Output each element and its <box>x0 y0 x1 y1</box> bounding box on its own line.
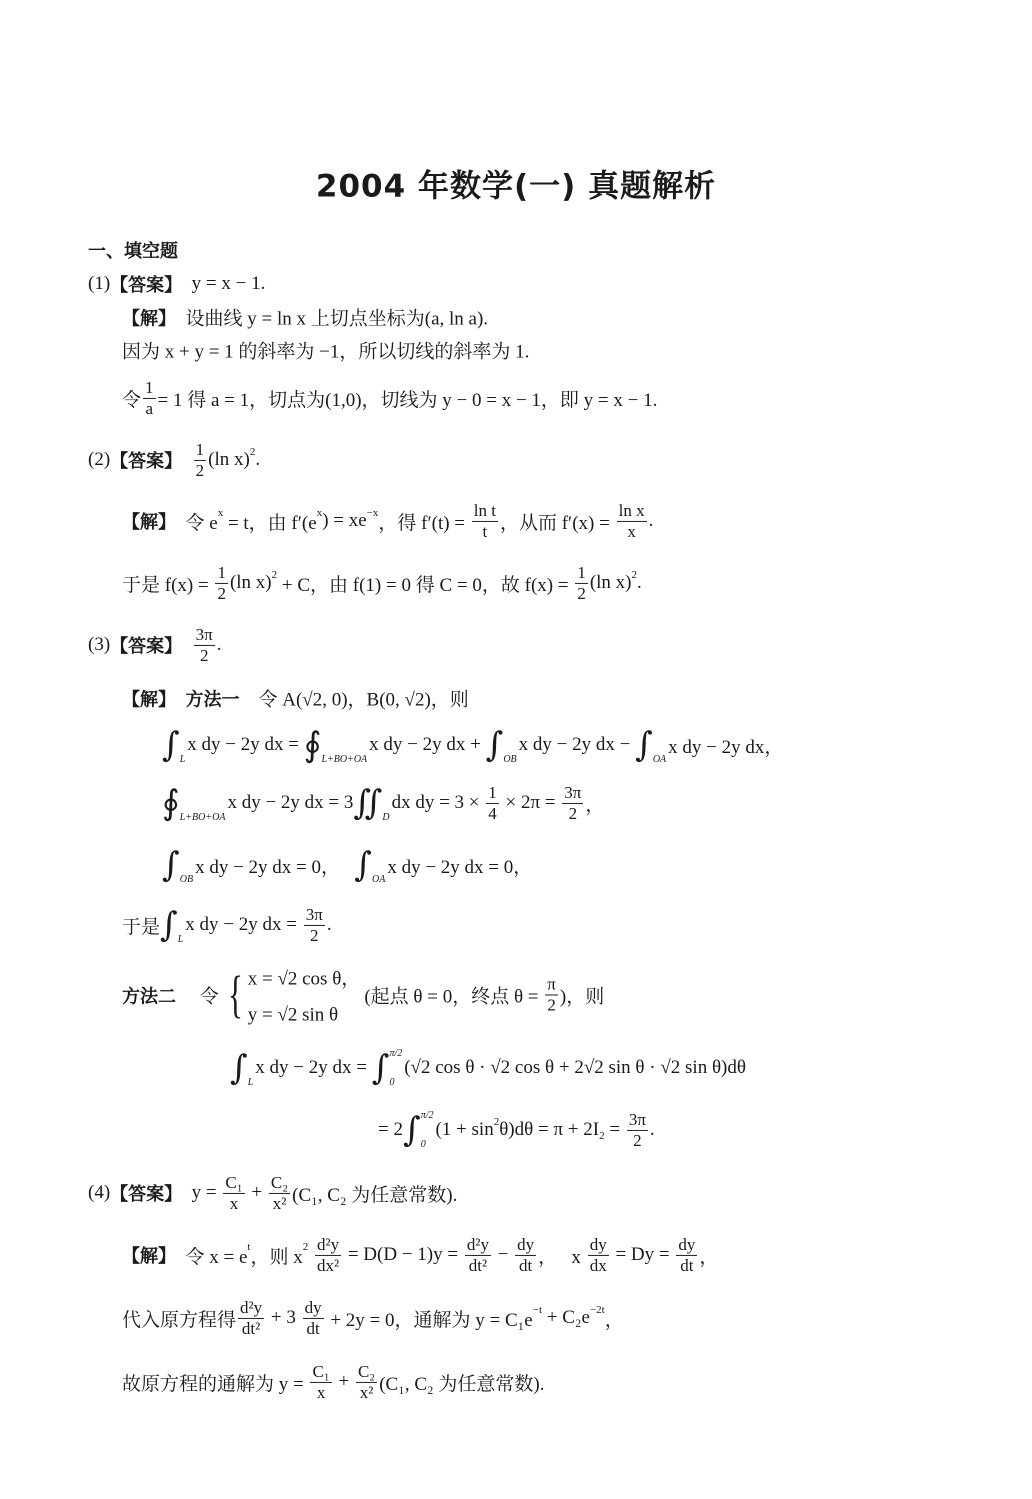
integral-limits <box>178 905 184 945</box>
lower-limit: OA <box>652 754 667 765</box>
denominator: dx² <box>316 1255 340 1275</box>
brace-icon: { <box>227 966 243 1023</box>
numerator: 1 <box>195 439 205 459</box>
solution-line <box>122 337 529 364</box>
lower-limit: 0 <box>420 1139 426 1150</box>
denominator: dt <box>680 1255 694 1275</box>
text-run: ， x <box>538 1246 586 1268</box>
text-run: . <box>649 1119 655 1140</box>
text-run: x dy − 2y dx = <box>185 914 302 935</box>
bold-label: 【解】 <box>122 308 176 329</box>
denominator: dt <box>306 1318 320 1338</box>
solution-line <box>122 501 653 541</box>
answer-1 <box>88 271 265 297</box>
bold-label: 【解】 <box>122 1246 176 1267</box>
answer-4 <box>88 1173 457 1213</box>
text-run: ，从而 f′(x) = <box>499 512 615 534</box>
denominator: dt² <box>468 1255 488 1275</box>
text-run: ，得 f′(t) = <box>378 512 470 534</box>
numerator: C₂ <box>357 1361 376 1381</box>
text-run: x dy − 2y dx = 0， <box>195 856 355 878</box>
integral-sign <box>304 725 367 765</box>
superscript: −t <box>532 1304 542 1316</box>
integral-sign <box>372 1048 403 1088</box>
integral-sign <box>162 725 185 765</box>
numerator: ln x <box>618 500 645 520</box>
superscript: 2 <box>302 1241 309 1253</box>
text-run: (1 + sin <box>435 1119 494 1140</box>
fraction <box>215 563 228 603</box>
integral-sign <box>486 725 517 765</box>
upper-limit: π/2 <box>420 1110 434 1121</box>
text-run: 设曲线 y = ln x 上切点坐标为(a, ln a). <box>176 308 489 330</box>
integral-sign <box>162 783 225 823</box>
fraction <box>588 1235 609 1275</box>
lower-limit: 0 <box>389 1077 395 1088</box>
text-run: x dy − 2y dx = <box>187 734 304 755</box>
equation-line <box>162 845 532 885</box>
text-run: 令 x = e <box>176 1246 248 1268</box>
fraction <box>194 440 207 480</box>
text-run: + C，由 f(1) = 0 得 C = 0，故 f(x) = <box>277 574 574 596</box>
fraction <box>143 378 156 418</box>
text-run: × 2π = <box>500 792 561 813</box>
text-run: (ln x) <box>208 449 250 470</box>
fraction <box>303 1298 324 1338</box>
text-run: )，则 <box>559 986 605 1008</box>
fraction <box>627 1110 648 1150</box>
equation-line <box>230 1048 746 1088</box>
text-run: (C₁, C₂ 为任意常数). <box>292 1184 458 1206</box>
lower-limit: OB <box>179 874 194 885</box>
integral-symbol: ∬ <box>353 783 383 823</box>
text-run: (ln x) <box>229 572 272 593</box>
lower-limit: L+BO+OA <box>179 812 226 823</box>
answer-3 <box>88 625 222 665</box>
integral-limits <box>180 845 193 885</box>
solution-line <box>122 378 657 418</box>
integral-limits <box>503 725 516 765</box>
fraction <box>315 1235 341 1275</box>
fraction <box>676 1235 697 1275</box>
denominator: x² <box>359 1382 374 1402</box>
text-run: 令 <box>122 389 142 411</box>
superscript: −x <box>366 507 379 519</box>
answer-2 <box>88 440 260 480</box>
bold-label: 【答案】 <box>110 451 183 472</box>
page-title: 2004 年数学(一) 真题解析 <box>315 168 717 205</box>
denominator: t <box>482 521 488 541</box>
text-run: = t，由 f′(e <box>223 512 317 534</box>
text-run <box>176 687 186 709</box>
solution-line <box>122 1235 718 1275</box>
bold-label: 方法二 <box>122 986 176 1007</box>
system-row: y = √2 sin θ <box>247 1004 339 1026</box>
lower-limit: OA <box>371 874 386 885</box>
integral-symbol: ∫ <box>230 1048 248 1088</box>
numerator: 1 <box>488 782 497 802</box>
fraction <box>465 1235 491 1275</box>
text-run: . <box>326 914 332 935</box>
text-run: (√2 cos θ · √2 cos θ + 2√2 sin θ · √2 sin θ)dθ <box>404 1057 746 1078</box>
text-run: (2) <box>88 449 111 470</box>
solution-line <box>122 685 469 712</box>
superscript: x <box>217 507 224 519</box>
integral-sign <box>354 845 385 885</box>
text-run <box>308 1244 313 1266</box>
text-run: x dy − 2y dx = 0， <box>387 856 533 878</box>
text-run: = Dy = <box>610 1244 675 1265</box>
solution-line <box>122 1298 624 1338</box>
text-run: 令 <box>176 986 219 1008</box>
lower-limit: OB <box>503 754 517 765</box>
fraction <box>223 1173 244 1213</box>
numerator: 3π <box>305 904 323 924</box>
fraction <box>310 1362 331 1402</box>
solution-line <box>122 905 332 945</box>
superscript: −2t <box>589 1304 605 1316</box>
numerator: dy <box>589 1234 607 1254</box>
numerator: d²y <box>240 1297 263 1317</box>
denominator: x <box>229 1193 239 1213</box>
denominator: dx <box>589 1255 607 1275</box>
method-two-line <box>122 964 604 1027</box>
superscript: 2 <box>249 446 256 458</box>
numerator: d²y <box>316 1234 340 1254</box>
text-run: 于是 <box>122 916 161 938</box>
text-run: − <box>492 1244 514 1265</box>
fraction <box>472 501 498 541</box>
integral-sign <box>635 725 666 765</box>
numerator: 3π <box>564 782 582 802</box>
numerator: ln t <box>473 500 496 520</box>
solution-line <box>122 563 642 603</box>
fraction <box>617 501 647 541</box>
text-run: (ln x) <box>589 572 632 593</box>
fraction <box>304 905 325 945</box>
fraction <box>486 783 499 823</box>
text-run: y = <box>182 1182 222 1203</box>
integral-symbol: ∫ <box>371 1048 390 1088</box>
numerator: 1 <box>145 377 154 397</box>
text-run: x dy − 2y dx = <box>255 1057 372 1078</box>
solution-line <box>122 1362 544 1402</box>
text-run: θ)dθ = π + 2I <box>499 1119 600 1140</box>
lower-limit: L <box>179 754 186 765</box>
text-run: (4) <box>88 1182 111 1203</box>
text-run: (起点 θ = 0，终点 θ = <box>364 986 544 1008</box>
text-run: x dy − 2y dx + <box>369 734 486 755</box>
text-run: (1) <box>88 273 111 294</box>
integral-symbol: ∫ <box>485 725 504 765</box>
superscript: 2 <box>631 569 637 581</box>
integral-limits <box>180 783 226 823</box>
text-run: + 3 <box>266 1307 301 1328</box>
text-run <box>182 634 192 656</box>
fraction <box>575 563 588 603</box>
numerator: 3π <box>195 624 213 644</box>
equation-line <box>162 725 783 765</box>
text-run: 令 A(√2, 0)，B(0, √2)，则 <box>239 689 469 711</box>
integral-symbol: ∫ <box>635 725 653 765</box>
text-run: 因为 x + y = 1 的斜率为 −1，所以切线的斜率为 1. <box>122 341 530 363</box>
text-run: + <box>333 1371 354 1392</box>
fraction <box>269 1173 290 1213</box>
text-run: . <box>255 449 261 470</box>
denominator: 2 <box>310 925 319 945</box>
text-run: = <box>604 1119 625 1140</box>
system-row: x = √2 cos θ， <box>247 968 361 990</box>
fraction <box>562 783 583 823</box>
text-run: . <box>216 634 222 655</box>
integral-symbol: ∫ <box>162 845 180 885</box>
section-heading <box>88 237 178 263</box>
numerator: dy <box>517 1234 535 1254</box>
text-run: 于是 f(x) = <box>122 574 214 596</box>
lower-limit: L <box>177 934 184 945</box>
fraction <box>356 1362 377 1402</box>
numerator: C₁ <box>312 1361 330 1381</box>
lower-limit: L <box>247 1077 254 1088</box>
solution-line <box>122 304 488 331</box>
text-run: y = x − 1. <box>182 273 266 294</box>
numerator: C₁ <box>225 1172 243 1192</box>
integral-sign <box>160 905 183 945</box>
text-run: ， <box>699 1246 719 1268</box>
subscript: 2 <box>599 1130 605 1142</box>
denominator: 2 <box>568 803 578 823</box>
denominator: 2 <box>547 995 556 1015</box>
denominator: x² <box>272 1193 287 1213</box>
text-run: + C₂e <box>542 1307 590 1328</box>
text-run: + 2y = 0，通解为 y = C₁e <box>325 1309 533 1331</box>
bold-label: 【答案】 <box>110 636 183 657</box>
text-run: + <box>246 1182 267 1203</box>
denominator: 2 <box>217 583 226 603</box>
equation-system <box>223 964 361 1027</box>
text-run <box>182 449 192 471</box>
bold-label: 一、填空题 <box>88 241 178 262</box>
numerator: d²y <box>466 1234 489 1254</box>
superscript: 2 <box>493 1116 500 1128</box>
lower-limit: D <box>382 812 390 823</box>
integral-limits <box>180 725 186 765</box>
text-run: 故原方程的通解为 y = <box>122 1373 309 1395</box>
numerator: 1 <box>577 562 586 582</box>
denominator: 2 <box>633 1130 642 1150</box>
numerator: dy <box>304 1297 322 1317</box>
upper-limit: π/2 <box>389 1048 403 1059</box>
system-rows <box>248 964 361 1027</box>
numerator: dy <box>678 1234 696 1254</box>
bold-label: 【答案】 <box>110 1184 183 1205</box>
denominator: 2 <box>195 460 205 480</box>
text-run: ) = xe <box>322 510 367 531</box>
bold-label: 【解】 <box>122 512 176 533</box>
text-run: 代入原方程得 <box>122 1309 237 1331</box>
text-run: 令 e <box>176 512 218 534</box>
numerator: 3π <box>628 1109 646 1129</box>
text-run: (C₁, C₂ 为任意常数). <box>379 1373 545 1395</box>
integral-symbol: ∮ <box>162 783 180 823</box>
denominator: 4 <box>488 803 497 823</box>
text-run: ， <box>604 1309 624 1331</box>
integral-symbol: ∫ <box>160 905 178 945</box>
numerator: 1 <box>217 562 226 582</box>
superscript: 2 <box>271 569 278 581</box>
numerator: C₂ <box>270 1172 289 1192</box>
equation-line <box>162 783 604 823</box>
fraction <box>545 975 558 1015</box>
integral-limits <box>382 783 389 823</box>
denominator: x <box>627 521 636 541</box>
text-run: (3) <box>88 634 111 655</box>
integral-limits <box>653 725 666 765</box>
denominator: dt² <box>241 1318 261 1338</box>
text-run: x dy − 2y dx = 3 <box>227 792 354 813</box>
denominator: a <box>145 398 154 418</box>
bold-label: 【答案】 <box>110 275 183 296</box>
text-run: = 2 <box>378 1119 403 1140</box>
text-run: x dy − 2y dx， <box>668 736 784 758</box>
fraction <box>238 1298 264 1338</box>
integral-limits <box>372 845 385 885</box>
denominator: 2 <box>199 645 209 665</box>
fraction <box>515 1235 536 1275</box>
text-run: ，则 x <box>250 1246 303 1268</box>
text-run: x dy − 2y dx − <box>518 734 636 755</box>
superscript: x <box>316 507 323 519</box>
text-run: . <box>637 572 642 593</box>
integral-sign <box>162 845 193 885</box>
bold-label: 【解】 <box>122 689 176 710</box>
bold-label: 方法一 <box>185 689 240 710</box>
integral-limits <box>421 1110 434 1150</box>
text-run: . <box>648 510 654 531</box>
equation-line <box>378 1110 655 1150</box>
integral-symbol: ∮ <box>303 725 322 765</box>
text-run: dx dy = 3 × <box>391 792 485 813</box>
integral-symbol: ∫ <box>162 725 180 765</box>
integral-limits <box>321 725 367 765</box>
text-run: ， <box>585 794 605 816</box>
integral-sign <box>403 1110 434 1150</box>
text-run: = D(D − 1)y = <box>343 1244 463 1265</box>
integral-symbol: ∫ <box>402 1110 421 1150</box>
integral-sign <box>230 1048 253 1088</box>
integral-limits <box>389 1048 402 1088</box>
fraction <box>194 625 215 665</box>
superscript: t <box>247 1241 251 1253</box>
denominator: dt <box>519 1255 533 1275</box>
denominator: 2 <box>577 583 586 603</box>
integral-limits <box>248 1048 254 1088</box>
numerator: π <box>547 974 556 994</box>
integral-sign <box>353 783 389 823</box>
text-run: = 1 得 a = 1，切点为(1,0)，切线为 y − 0 = x − 1，即 y = x − 1. <box>157 389 658 411</box>
integral-symbol: ∫ <box>354 845 372 885</box>
lower-limit: L+BO+OA <box>321 754 368 765</box>
denominator: x <box>316 1382 326 1402</box>
